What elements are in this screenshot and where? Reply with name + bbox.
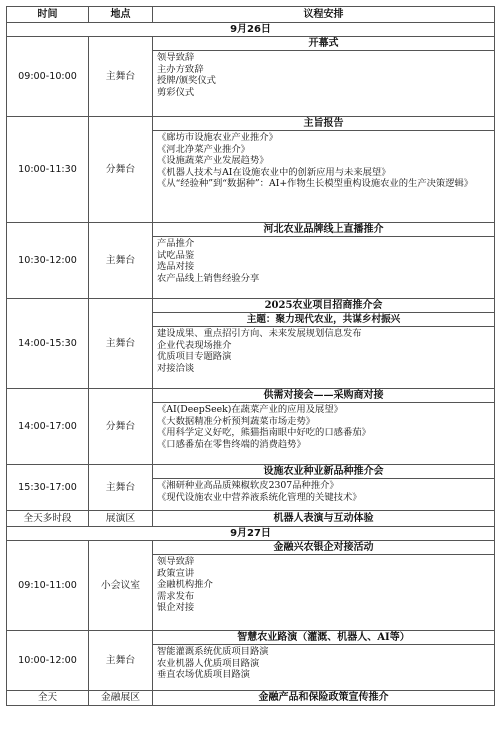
session-items (153, 51, 495, 117)
agenda-item: 试吃品鉴 (157, 249, 195, 261)
session-title: 设施农业种业新品种推介会 (153, 465, 495, 479)
session-title-row (7, 691, 495, 706)
session-items (153, 555, 495, 631)
agenda-item: 《AI(DeepSeek)在蔬菜产业的应用及展望》 (157, 404, 343, 415)
agenda-item: 《口感番茄在零售终端的消费趋势》 (157, 438, 306, 450)
session-location: 主舞台 (89, 299, 153, 389)
agenda-table (6, 6, 495, 706)
agenda-item: 农业机器人优质项目路演 (157, 657, 260, 669)
agenda-item: 垂直农场优质项目路演 (157, 669, 250, 680)
agenda-item: 《从“经验种”到“数据种”：AI+作物生长模型重构设施农业的生产决策逻辑》 (157, 178, 474, 189)
session-location: 展演区 (89, 511, 153, 527)
session-subtitle: 主题：聚力现代农业，共谋乡村振兴 (153, 313, 495, 327)
session-location: 主舞台 (89, 465, 153, 511)
session-time: 09:10-11:00 (7, 541, 89, 631)
session-title: 供需对接会——采购商对接 (153, 389, 495, 403)
agenda-item: 农产品线上销售经验分享 (157, 272, 260, 284)
header-time: 时间 (7, 7, 89, 23)
session-title-row (7, 117, 495, 131)
session-location: 小会议室 (89, 541, 153, 631)
session-title-row (7, 465, 495, 479)
agenda-item: 《廊坊市设施农业产业推介》 (157, 132, 278, 143)
agenda-item: 需求发布 (157, 590, 195, 602)
date-heading: 9月27日 (7, 527, 495, 541)
session-title-row (7, 631, 495, 645)
session-title: 开幕式 (153, 37, 495, 51)
session-title-row (7, 389, 495, 403)
session-time: 全天 (7, 691, 89, 706)
session-time: 09:00-10:00 (7, 37, 89, 117)
session-items (153, 237, 495, 299)
session-location: 主舞台 (89, 631, 153, 691)
agenda-item: 建设成果、重点招引方向、未来发展规划信息发布 (157, 328, 362, 339)
agenda-item: 《设施蔬菜产业发展趋势》 (157, 155, 269, 166)
session-items (153, 327, 495, 389)
agenda-item: 领导致辞 (157, 556, 195, 567)
header-location: 地点 (89, 7, 153, 23)
agenda-item: 选品对接 (157, 261, 195, 272)
session-location: 金融展区 (89, 691, 153, 706)
header-agenda: 议程安排 (153, 7, 495, 23)
date-heading: 9月26日 (7, 23, 495, 37)
session-items (153, 645, 495, 691)
session-time: 15:30-17:00 (7, 465, 89, 511)
session-title: 金融产品和保险政策宣传推介 (153, 691, 495, 706)
agenda-item: 产品推介 (157, 238, 195, 249)
session-time: 10:30-12:00 (7, 223, 89, 299)
session-title-row (7, 511, 495, 527)
session-title: 金融兴农银企对接活动 (153, 541, 495, 555)
session-title-row (7, 299, 495, 313)
agenda-item: 主办方致辞 (157, 63, 204, 75)
date-row (7, 23, 495, 37)
agenda-item: 《用科学定义好吃，熊猫指南眼中好吃的口感番茄》 (157, 427, 371, 438)
session-items (153, 403, 495, 465)
session-items (153, 131, 495, 223)
session-title-row (7, 37, 495, 51)
agenda-sheet (6, 6, 494, 706)
session-title: 主旨报告 (153, 117, 495, 131)
session-time: 14:00-15:30 (7, 299, 89, 389)
session-title: 河北农业品牌线上直播推介 (153, 223, 495, 237)
agenda-item: 剪彩仪式 (157, 86, 195, 98)
agenda-item: 优质项目专题路演 (157, 351, 232, 362)
session-time: 10:00-11:30 (7, 117, 89, 223)
session-title-row (7, 541, 495, 555)
agenda-item: 企业代表现场推介 (157, 339, 232, 351)
session-title: 智慧农业路演（灌溉、机器人、AI等） (153, 631, 495, 645)
session-location: 分舞台 (89, 117, 153, 223)
agenda-item: 授牌/颁奖仪式 (157, 75, 216, 86)
session-items (153, 479, 495, 511)
session-title: 2025农业项目招商推介会 (153, 299, 495, 313)
agenda-item: 政策宣讲 (157, 567, 195, 579)
session-title: 机器人表演与互动体验 (153, 511, 495, 527)
session-time: 全天多时段 (7, 511, 89, 527)
session-location: 分舞台 (89, 389, 153, 465)
agenda-item: 金融机构推介 (157, 579, 213, 590)
agenda-item: 智能灌溉系统优质项目路演 (157, 646, 269, 657)
agenda-item: 《湘研种业高品质辣椒软皮2307品种推介》 (157, 480, 339, 491)
agenda-item: 《机器人技术与AI在设施农业中的创新应用与未来展望》 (157, 166, 391, 178)
agenda-item: 对接洽谈 (157, 362, 195, 374)
session-location: 主舞台 (89, 223, 153, 299)
agenda-item: 领导致辞 (157, 52, 195, 63)
agenda-item: 《现代设施农业中营养液系统化管理的关键技术》 (157, 491, 362, 503)
session-time: 10:00-12:00 (7, 631, 89, 691)
session-title-row (7, 223, 495, 237)
date-row (7, 527, 495, 541)
session-location: 主舞台 (89, 37, 153, 117)
agenda-item: 《大数据精准分析预判蔬菜市场走势》 (157, 415, 316, 427)
agenda-item: 《河北净菜产业推介》 (157, 143, 250, 155)
header-row (7, 7, 495, 23)
agenda-item: 银企对接 (157, 602, 195, 613)
session-time: 14:00-17:00 (7, 389, 89, 465)
